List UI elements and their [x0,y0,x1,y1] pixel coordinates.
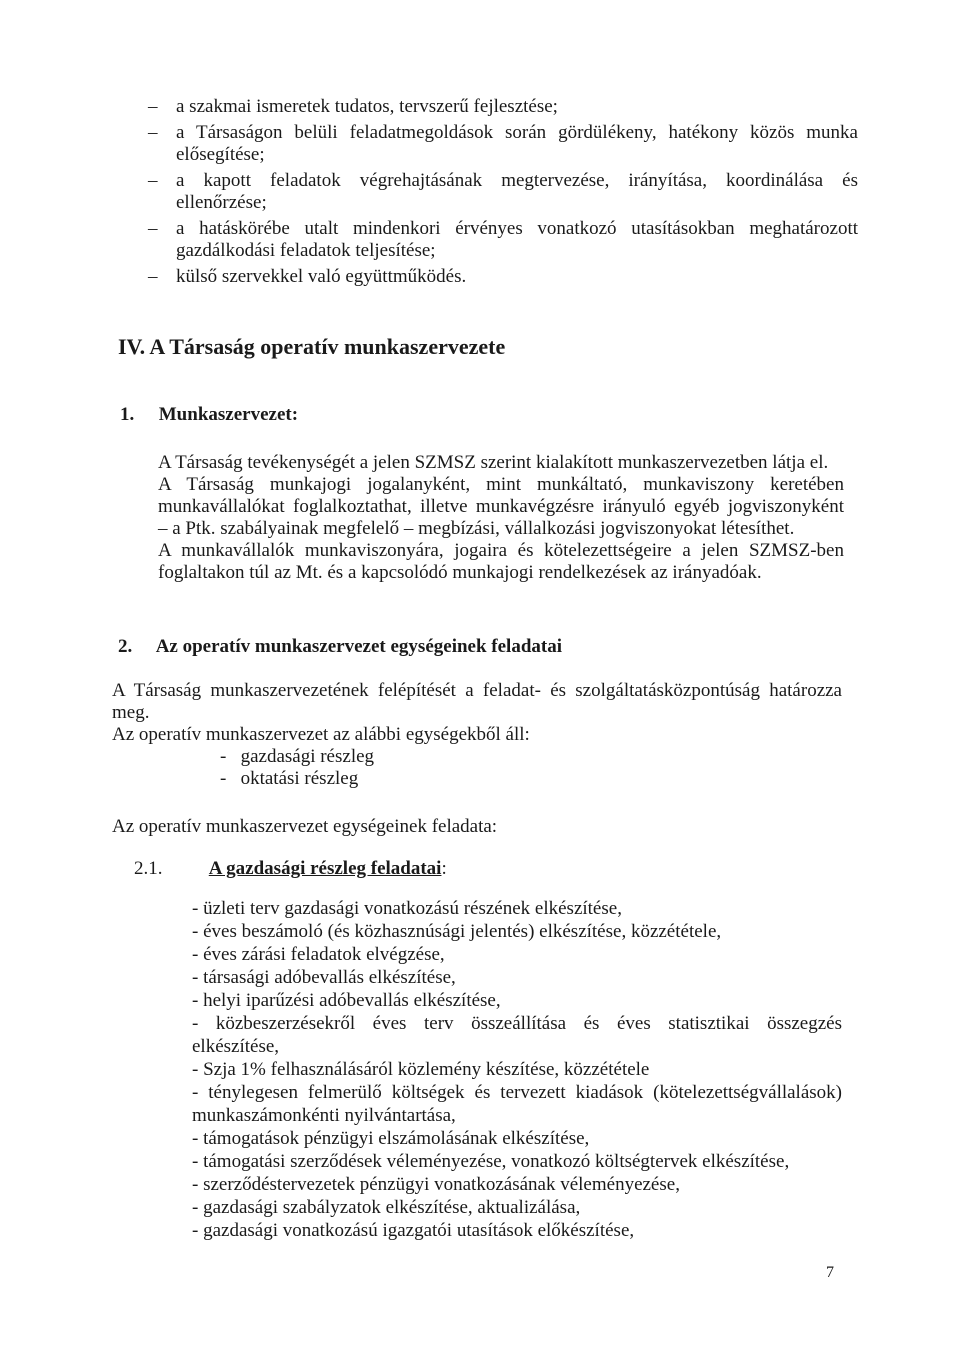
subsection-title: Munkaszervezet: [158,404,299,425]
task-item: - támogatások pénzügyi elszámolásának elkészítése, [192,1128,590,1149]
subsection-number: 2.1. [134,858,163,879]
list-item-text: elősegítése; [176,144,265,165]
list-item-text: oktatási részleg [240,768,359,789]
section-number: IV. [118,334,146,359]
task-item-continued: munkaszámonkénti nyilvántartása, [192,1105,456,1126]
list-item-text: gazdálkodási feladatok teljesítése; [176,240,436,261]
list-item [148,218,858,262]
section-heading [118,336,505,358]
task-item: - szerződéstervezetek pénzügyi vonatkozásának véleményezése, [192,1174,680,1195]
paragraph-line: Az operatív munkaszervezet az alábbi egységekből áll: [112,724,530,745]
list-item-text: gazdasági részleg [240,746,375,767]
subsection-title-colon: : [441,858,447,879]
subsection-title: Az operatív munkaszervezet egységeinek feladatai [155,636,562,657]
dash-bullet: – [148,122,158,143]
subsection-heading [120,404,298,426]
dash-bullet: – [148,96,158,117]
list-item-text: a hatáskörébe utalt mindenkori érvényes vonatkozó utasításokban meghatározott [176,218,858,239]
list-item-text: a Társaságon belüli feladatmegoldások során gördülékeny, hatékony közös munka [176,122,858,143]
paragraph-line: A Társaság tevékenységét a jelen SZMSZ szerint kialakított munkaszervezetben látja el. [158,452,829,473]
list-item [220,768,374,790]
page-number: 7 [826,1264,834,1281]
list-item [148,122,858,166]
task-item: - ténylegesen felmerülő költségek és tervezett kiadások (kötelezettségvállalások) [192,1082,842,1103]
paragraph-line: Az operatív munkaszervezet egységeinek feladata: [112,816,498,837]
list-item [148,96,858,118]
task-item: - üzleti terv gazdasági vonatkozású részének elkészítése, [192,898,622,919]
dash-bullet: – [148,266,158,287]
paragraph-line: munkavállalókat foglalkoztathat, illetve munkavégzésre irányuló egyéb jogviszonyként [158,496,844,517]
list-item [148,266,858,288]
task-item: - közbeszerzésekről éves terv összeállítása és éves statisztikai összegzés [192,1013,842,1034]
units-list [220,746,374,790]
subsection-number: 1. [120,404,135,425]
dash-bullet: – [148,218,158,239]
dash-bullet: - [220,768,241,789]
paragraph-line: A Társaság munkajogi jogalanyként, mint munkáltató, munkaviszony keretében [158,474,844,495]
list-item-text: a kapott feladatok végrehajtásának megtervezése, irányítása, koordinálása és [176,170,858,191]
paragraph-line: – a Ptk. szabályainak megfelelő – megbízási, vállalkozási jogviszonyokat létesíthet. [158,518,795,539]
paragraph-line: meg. [112,702,150,723]
task-item: - gazdasági szabályzatok elkészítése, aktualizálása, [192,1197,581,1218]
section-title: A Társaság operatív munkaszervezete [149,334,506,359]
paragraph-line: A Társaság munkaszervezetének felépítését a feladat- és szolgáltatásközpontúság határozza [112,680,842,701]
gazdasagi-task-list [192,898,842,1243]
list-item-text: ellenőrzése; [176,192,267,213]
task-item: - helyi iparűzési adóbevallás elkészítése, [192,990,501,1011]
intro-list [148,96,858,292]
egysegek-paragraph [112,680,842,746]
subsection-heading [134,858,447,880]
task-item: - gazdasági vonatkozású igazgatói utasítások előkészítése, [192,1220,635,1241]
dash-bullet: - [220,746,241,767]
subsection-heading [118,636,562,658]
task-item: - Szja 1% felhasználásáról közlemény készítése, közzététele [192,1059,650,1080]
list-item [148,170,858,214]
feladata-paragraph [112,816,842,838]
task-item: - társasági adóbevallás elkészítése, [192,967,456,988]
paragraph-line: A munkavállalók munkaviszonyára, jogaira és kötelezettségeire a jelen SZMSZ-ben [158,540,844,561]
list-item [220,746,374,768]
paragraph-line: foglaltakon túl az Mt. és a kapcsolódó munkajogi rendelkezések az irányadóak. [158,562,762,583]
task-item: - éves beszámoló (és közhasznúsági jelentés) elkészítése, közzététele, [192,921,722,942]
subsection-title: A gazdasági részleg feladatai [208,858,442,879]
task-item-continued: elkészítése, [192,1036,280,1057]
list-item-text: a szakmai ismeretek tudatos, tervszerű fejlesztése; [176,96,558,117]
dash-bullet: – [148,170,158,191]
task-item: - támogatási szerződések véleményezése, vonatkozó költségtervek elkészítése, [192,1151,790,1172]
munkaszervezet-paragraph [158,452,844,584]
list-item-text: külső szervekkel való együttműködés. [176,266,467,287]
subsection-number: 2. [118,636,133,657]
task-item: - éves zárási feladatok elvégzése, [192,944,445,965]
